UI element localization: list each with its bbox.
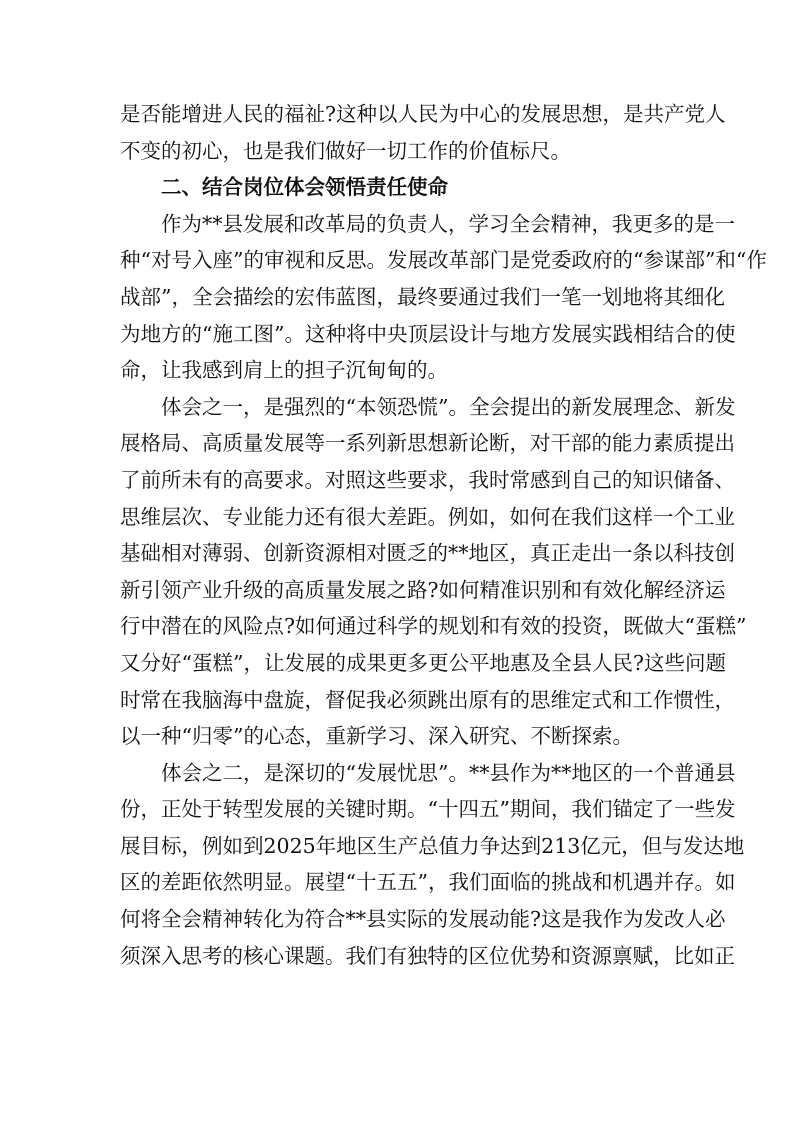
body-text-line: 以一种“归零”的心态，重新学习、深入研究、不断探索。	[120, 724, 633, 749]
body-text-line: 行中潜在的风险点?如何通过科学的规划和有效的投资，既做大“蛋糕”	[120, 614, 747, 639]
body-text-line: 了前所未有的高要求。对照这些要求，我时常感到自己的知识储备、	[120, 467, 735, 492]
body-text-line: 又分好“蛋糕”，让发展的成果更多更公平地惠及全县人民?这些问题	[120, 650, 726, 675]
body-text-line: 份，正处于转型发展的关键时期。“十四五”期间，我们锚定了一些发	[120, 797, 736, 822]
body-text-line: 基础相对薄弱、创新资源相对匮乏的**地区，真正走出一条以科技创	[120, 541, 735, 566]
body-text-line: 展格局、高质量发展等一系列新思想新论断，对干部的能力素质提出	[120, 431, 735, 456]
section-heading: 二、结合岗位体会领悟责任使命	[161, 175, 448, 200]
body-text-line: 是否能增进人民的福祉?这种以人民为中心的发展思想，是共产党人	[120, 102, 726, 126]
body-text-line: 战部”，全会描绘的宏伟蓝图，最终要通过我们一笔一划地将其细化	[120, 284, 725, 309]
body-text-line: 时常在我脑海中盘旋，督促我必须跳出原有的思维定式和工作惯性，	[120, 687, 735, 712]
body-text-line: 作为**县发展和改革局的负责人，学习全会精神，我更多的是一	[161, 211, 735, 236]
body-text-line: 种“对号入座”的审视和反思。发展改革部门是党委政府的“参谋部”和“作	[120, 248, 767, 273]
body-text-line: 何将全会精神转化为符合**县实际的发展动能?这是我作为发改人必	[120, 907, 726, 932]
body-text-line: 命，让我感到肩上的担子沉甸甸的。	[120, 358, 448, 383]
body-text-line: 新引领产业升级的高质量发展之路?如何精准识别和有效化解经济运	[120, 577, 726, 602]
body-text-line: 为地方的“施工图”。这种将中央顶层设计与地方发展实践相结合的使	[120, 321, 736, 346]
body-text-line: 须深入思考的核心课题。我们有独特的区位优势和资源禀赋，比如正	[120, 943, 735, 968]
body-text-line: 思维层次、专业能力还有很大差距。例如，如何在我们这样一个工业	[120, 504, 735, 529]
body-text-line: 体会之一，是强烈的“本领恐慌”。全会提出的新发展理念、新发	[161, 394, 736, 419]
document-body	[120, 96, 767, 974]
body-text-line: 不变的初心，也是我们做好一切工作的价值标尺。	[120, 138, 571, 163]
body-text-line: 区的差距依然明显。展望“十五五”，我们面临的挑战和机遇并存。如	[120, 870, 736, 895]
body-text-line: 展目标，例如到2025年地区生产总值力争达到213亿元，但与发达地	[120, 833, 745, 858]
body-text-line: 体会之二，是深切的“发展忧思”。**县作为**地区的一个普通县	[161, 760, 736, 785]
